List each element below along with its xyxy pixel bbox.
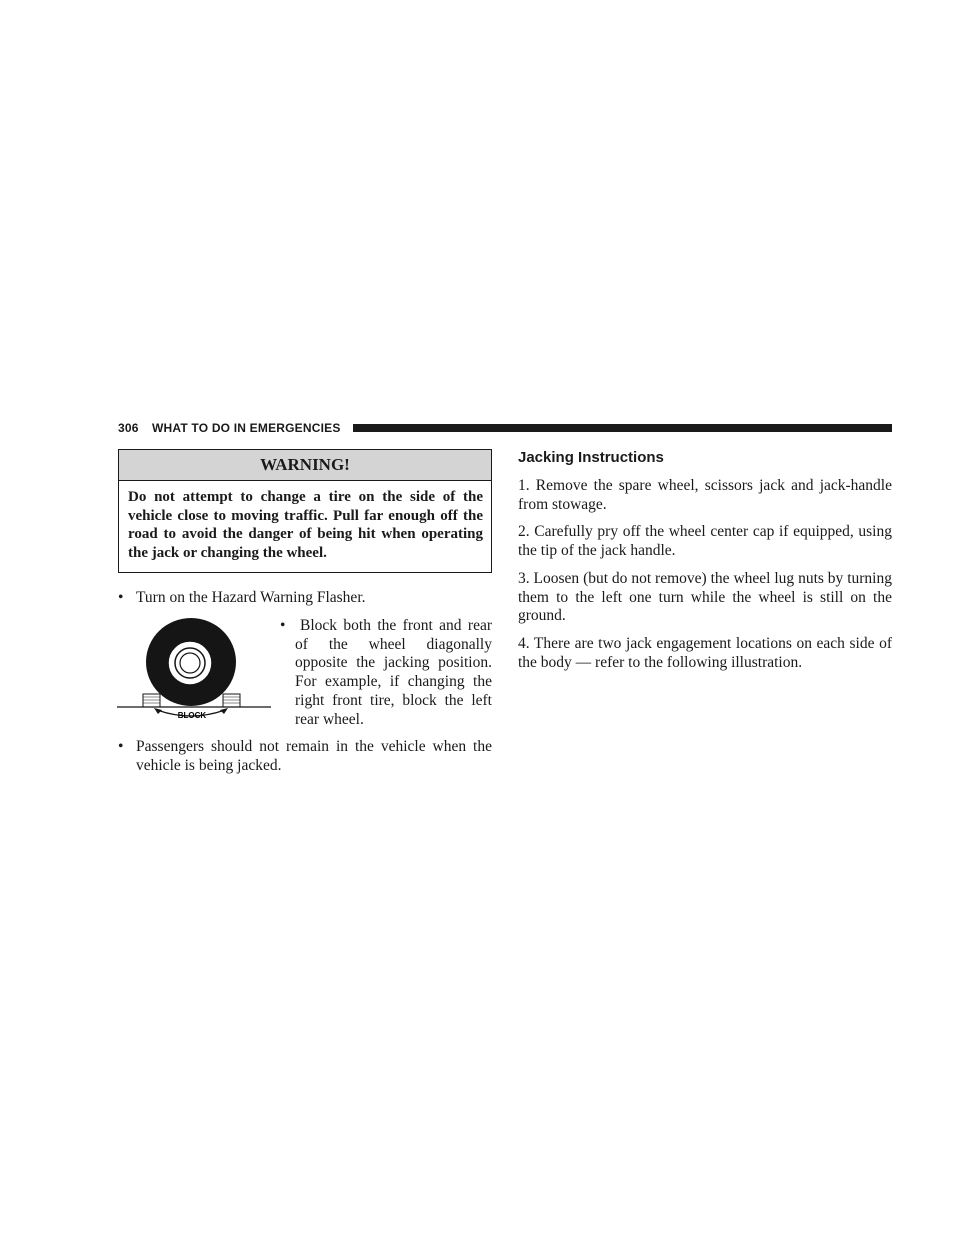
- header-rule: [353, 424, 892, 432]
- bullet-text: Block both the front and rear of the wheel diagonally opposite the jacking position. For example, if changing the right front tire, block the left rear wheel.: [295, 617, 492, 728]
- bullet-text: Turn on the Hazard Warning Flasher.: [136, 589, 366, 606]
- bullet-dot: •: [118, 589, 124, 606]
- block-label: BLOCK: [177, 711, 207, 720]
- bullet-hazard-flasher: [118, 589, 492, 608]
- bullet-dot: •: [118, 738, 124, 755]
- wheel-block-illustration: [117, 614, 271, 724]
- page-header: [118, 419, 892, 437]
- jacking-step-3: 3. Loosen (but do not remove) the wheel lug nuts by turning them to the left one turn while the wheel is still on the ground.: [518, 570, 892, 625]
- warning-title: WARNING!: [119, 450, 491, 481]
- bullet-passengers: [118, 738, 492, 775]
- warning-box: [118, 449, 492, 573]
- jacking-step-2: 2. Carefully pry off the wheel center cap if equipped, using the tip of the jack handle.: [518, 523, 892, 559]
- bullet-text: Passengers should not remain in the vehicle when the vehicle is being jacked.: [136, 738, 492, 774]
- arrow-head-left: [154, 708, 162, 714]
- warning-text: Do not attempt to change a tire on the side of the vehicle close to moving traffic. Pull far enough off the road to avoid the danger of being hit when operating the jack or changing the wheel.: [128, 489, 483, 562]
- bullet-block-wheel: [280, 617, 492, 729]
- jacking-step-1: 1. Remove the spare wheel, scissors jack and jack-handle from stowage.: [518, 477, 892, 513]
- bullet-dot: •: [280, 617, 286, 634]
- jacking-heading: Jacking Instructions: [518, 449, 664, 466]
- arrow-head-right: [220, 708, 228, 714]
- page-number: 306: [118, 421, 139, 435]
- wheel-block-left: [143, 694, 160, 707]
- section-title: WHAT TO DO IN EMERGENCIES: [152, 421, 341, 435]
- jacking-step-4: 4. There are two jack engagement locations on each side of the body — refer to the following illustration.: [518, 635, 892, 671]
- wheel-block-right: [223, 694, 240, 707]
